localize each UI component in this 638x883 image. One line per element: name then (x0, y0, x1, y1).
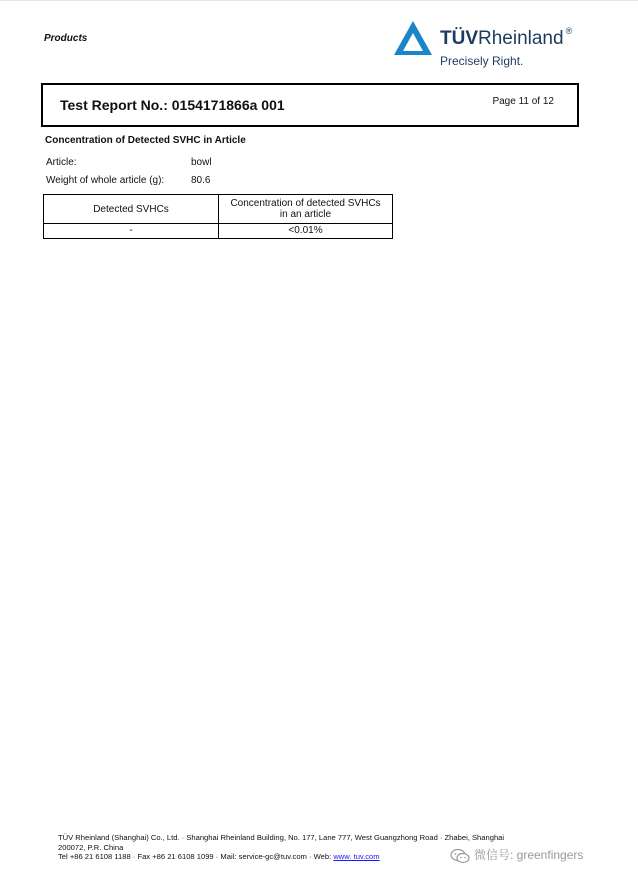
cell-svhc: - (44, 224, 219, 239)
tuv-logo (393, 20, 593, 72)
col-concentration-line1: Concentration of detected SVHCs (230, 198, 381, 209)
footer-contact-line (58, 852, 504, 862)
col-concentration-line2: in an article (279, 209, 332, 220)
svhc-table (43, 194, 393, 239)
footer (58, 833, 504, 862)
report-title: Test Report No.: 0154171866a 001 (60, 97, 285, 113)
cell-concentration: <0.01% (219, 224, 393, 239)
article-value: bowl (191, 157, 212, 168)
section-title: Concentration of Detected SVHC in Article (45, 135, 246, 146)
page-edge-top (0, 0, 638, 1)
page-number: Page 11 of 12 (492, 96, 554, 107)
tuv-triangle-icon (393, 20, 433, 56)
weight-label: Weight of whole article (g): (46, 175, 165, 186)
article-label: Article: (46, 157, 77, 168)
watermark-text: 微信号: greenfingers (474, 848, 584, 862)
col-detected-svhcs: Detected SVHCs (44, 195, 219, 224)
wechat-icon (450, 848, 470, 864)
footer-address-line2: 200072, P.R. China (58, 842, 124, 852)
weight-value: 80.6 (191, 175, 211, 186)
registered-mark: ® (565, 26, 573, 36)
section-label: Products (44, 33, 88, 44)
brand-name (440, 28, 572, 50)
report-header-box (41, 83, 579, 127)
footer-contact-text: Tel +86 21 6108 1188 · Fax +86 21 6108 1099 · Mail: service-gc@tuv.com · Web: (58, 852, 334, 861)
table-row (44, 224, 393, 239)
brand-rheinland: Rheinland (478, 28, 564, 49)
brand-tuv: TÜV (440, 28, 478, 49)
footer-web-link[interactable]: www. tuv.com (333, 852, 380, 861)
col-concentration (219, 195, 393, 224)
footer-address-line1: TÜV Rheinland (Shanghai) Co., Ltd. · Shanghai Rheinland Building, No. 177, Lane 777, West Guangzhong Road · Zhabei, Shanghai (58, 833, 505, 842)
brand-tagline: Precisely Right. (440, 54, 524, 68)
table-header-row (44, 195, 393, 224)
wechat-watermark (450, 846, 583, 864)
